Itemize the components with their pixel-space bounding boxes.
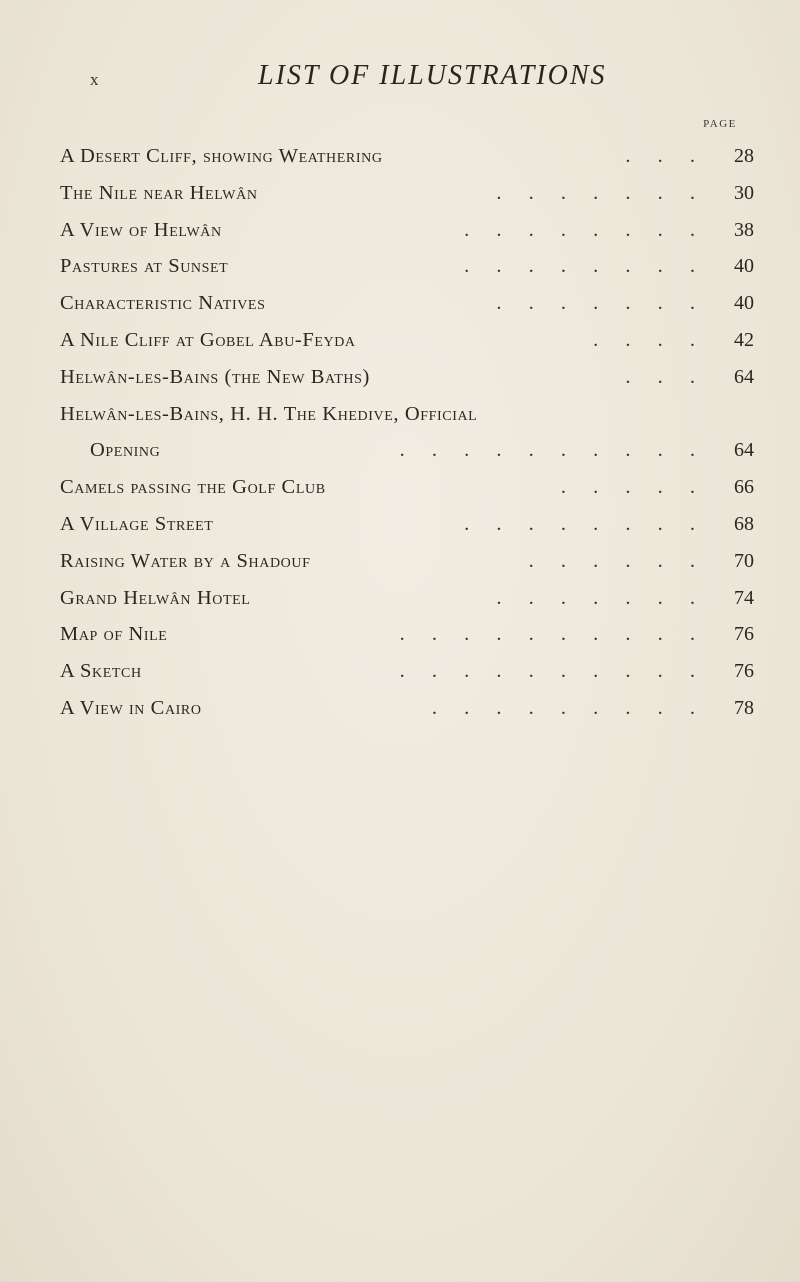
entry-title: Map of Nile xyxy=(60,623,168,646)
entry-title: Characteristic Natives xyxy=(60,292,266,315)
dot-leader: . . . . . xyxy=(560,476,706,499)
dot-leader: . . . . . . . . xyxy=(464,218,706,241)
entry-page: 74 xyxy=(734,586,754,609)
entry-page: 70 xyxy=(734,549,754,572)
entry-page: 64 xyxy=(734,365,754,388)
running-title: LIST OF ILLUSTRATIONS xyxy=(258,60,607,91)
dot-leader: . . . . . . . xyxy=(496,292,706,315)
entry-page: 76 xyxy=(734,623,754,646)
entry-page: 78 xyxy=(734,696,754,719)
list-item xyxy=(60,359,760,396)
list-item xyxy=(60,506,760,543)
entry-title: A View in Cairo xyxy=(60,696,202,719)
entry-page: 64 xyxy=(734,439,754,462)
entry-title: A Village Street xyxy=(60,512,214,535)
list-item xyxy=(60,396,760,433)
entry-page: 42 xyxy=(734,328,754,351)
list-item xyxy=(60,212,760,249)
page-column-label: PAGE xyxy=(703,118,737,130)
list-item xyxy=(60,653,760,690)
dot-leader: . . . . . . . . . . xyxy=(399,439,706,462)
dot-leader: . . . xyxy=(625,365,706,388)
dot-leader: . . . . . . . . . . xyxy=(399,623,706,646)
list-item xyxy=(60,616,760,653)
dot-leader: . . . . . . . xyxy=(496,586,706,609)
entry-title: A Sketch xyxy=(60,660,142,683)
entry-title: Grand Helwân Hotel xyxy=(60,586,251,609)
list-item xyxy=(60,469,760,506)
entry-page: 68 xyxy=(734,512,754,535)
list-item xyxy=(60,175,760,212)
entry-page: 66 xyxy=(734,476,754,499)
entry-title: A Nile Cliff at Gobel Abu-Feyda xyxy=(60,328,356,351)
list-item xyxy=(60,138,760,175)
dot-leader: . . . . . . . . . xyxy=(431,696,706,719)
entry-title: Helwân-les-Bains, H. H. The Khedive, Official xyxy=(60,402,478,425)
dot-leader: . . . . . . . . xyxy=(464,512,706,535)
page-header xyxy=(0,60,800,100)
dot-leader: . . . xyxy=(625,145,706,167)
list-item xyxy=(60,322,760,359)
entry-title: Helwân-les-Bains (the New Baths) xyxy=(60,365,370,388)
page-number: x xyxy=(90,70,100,89)
list-item xyxy=(60,285,760,322)
entry-page: 40 xyxy=(734,255,754,278)
dot-leader: . . . . . . . . . . xyxy=(399,660,706,683)
entry-title: The Nile near Helwân xyxy=(60,181,258,204)
entry-title: Opening xyxy=(90,439,161,462)
entry-title: Camels passing the Golf Club xyxy=(60,476,326,499)
entry-title: A View of Helwân xyxy=(60,218,222,241)
list-item xyxy=(60,580,760,617)
entry-page: 30 xyxy=(734,181,754,204)
list-item xyxy=(60,543,760,580)
list-item xyxy=(60,690,760,727)
entry-title: A Desert Cliff, showing Weathering xyxy=(60,145,383,167)
entry-page: 40 xyxy=(734,292,754,315)
entry-page: 38 xyxy=(734,218,754,241)
dot-leader: . . . . xyxy=(593,328,706,351)
illustrations-list xyxy=(60,138,760,727)
list-item xyxy=(60,432,760,469)
entry-page: 76 xyxy=(734,660,754,683)
entry-page: 28 xyxy=(734,145,754,167)
dot-leader: . . . . . . . xyxy=(496,181,706,204)
list-item xyxy=(60,248,760,285)
dot-leader: . . . . . . xyxy=(528,549,706,572)
entry-title: Raising Water by a Shadouf xyxy=(60,549,311,572)
dot-leader: . . . . . . . . xyxy=(464,255,706,278)
entry-title: Pastures at Sunset xyxy=(60,255,229,278)
